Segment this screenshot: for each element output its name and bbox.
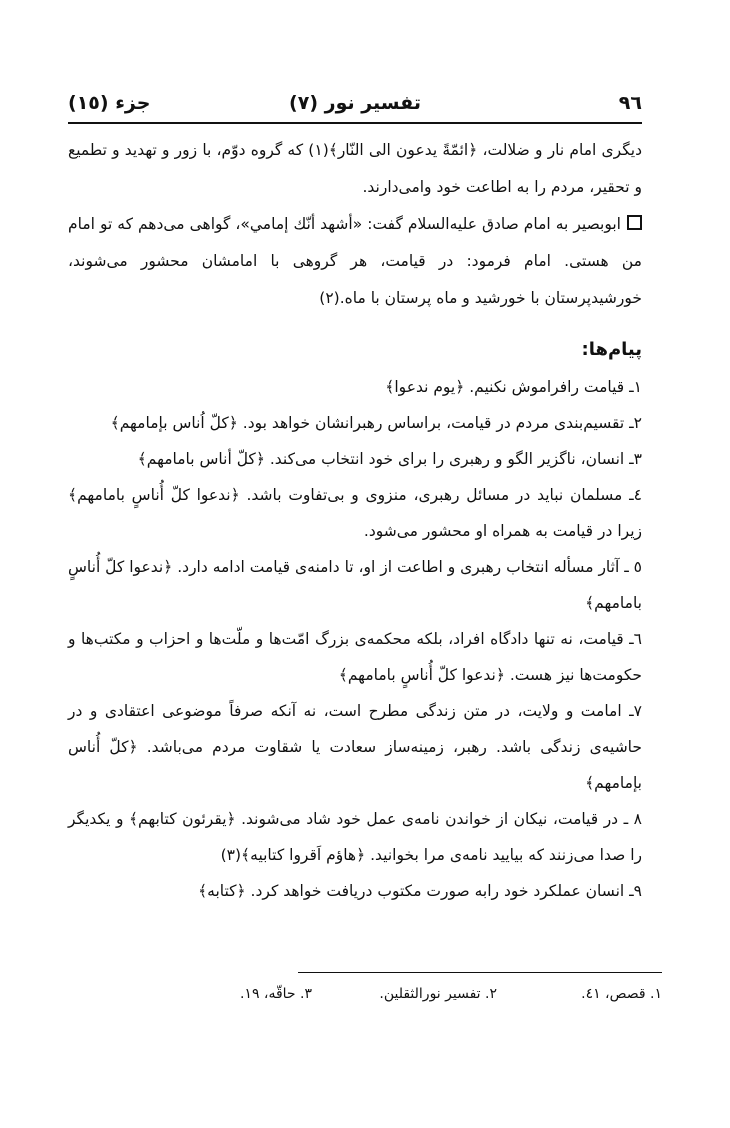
page-number: ٩٦ <box>618 92 642 114</box>
intro-paragraph: دیگری امام نار و ضلالت، ﴿ائمّةً یدعون الی النّار﴾(١) که گروه دوّم، با زور و تهدید و تطمیع و تحقیر، مردم را به اطاعت خود وامی‌دارند. <box>68 141 642 196</box>
book-title: تفسیر نور (٧) <box>289 92 421 114</box>
message-item: ٢ـ تقسیم‌بندی مردم در قیامت، براساس رهبرانشان خواهد بود. ﴿کلّ اُناس بإمامهم﴾ <box>110 414 642 432</box>
message-item: ٩ـ انسان عملکرد خود رابه صورت مکتوب دریافت خواهد کرد. ﴿کتابه﴾ <box>198 882 642 900</box>
running-header <box>68 88 642 124</box>
message-item: ٨ ـ در قیامت، نیکان از خواندن نامه‌ی عمل خود شاد می‌شوند. ﴿یقرئون کتابهم﴾ و یکدیگر را صدا می‌زنند که بیایید نامه‌ی مرا بخوانید. ﴿هاؤم اَقروا کتابیه﴾(٣) <box>68 810 642 864</box>
message-item: ٤ـ مسلمان نباید در مسائل رهبری، منزوی و بی‌تفاوت باشد. ﴿ندعوا کلّ أُناسٍ بامامهم﴾ زیرا در قیامت به همراه او محشور می‌شود. <box>68 486 642 540</box>
message-item: ١ـ قیامت رافراموش نکنیم. ﴿یوم ندعوا﴾ <box>385 378 642 396</box>
messages-heading: پیام‌ها: <box>581 339 642 360</box>
hadith-text: ابوبصیر به امام صادق علیه‌السلام گفت: «أشهد أنّك إمامي»، گواهی می‌دهم که تو امام من هستی. امام فرمود: در قیامت، هر گروهی با امامشان محشور می‌شوند، خورشیدپرستان با خورشید و ماه پرستان با ماه.(٢) <box>68 215 642 307</box>
message-item: ٦ـ قیامت، نه تنها دادگاه افراد، بلکه محکمه‌ی بزرگ امّت‌ها و ملّت‌ها و احزاب و مکتب‌ها و حکومت‌ها نیز هست. ﴿ندعوا کلّ أُناسٍ بامامهم﴾ <box>68 630 642 684</box>
message-item: ٣ـ انسان، ناگزیر الگو و رهبری را برای خود انتخاب می‌کند. ﴿کلّ أناس بامامهم﴾ <box>137 450 642 468</box>
footnotes <box>88 986 662 1010</box>
message-item: ٥ ـ آثار مسأله انتخاب رهبری و اطاعت از او، تا دامنه‌ی قیامت ادامه دارد. ﴿ندعوا کلّ أُناسٍ بامامهم﴾ <box>67 558 642 612</box>
hadith-paragraph <box>68 206 642 317</box>
footnote-divider <box>298 972 662 973</box>
message-item: ٧ـ امامت و ولایت، در متن زندگی مطرح است، نه آنکه صرفاً موضوعی اعتقادی و در حاشیه‌ی زندگی باشد. رهبر، زمینه‌ساز سعادت یا شقاوت مردم می‌باشد. ﴿کلّ أُناس بإمامهم﴾ <box>68 702 642 792</box>
footnote-2: ٢. تفسیر نورالثقلین. <box>379 986 497 1002</box>
juz-label: جزء (١٥) <box>68 92 151 114</box>
footnote-3: ٣. حاقّه، ١٩. <box>239 986 312 1002</box>
square-bullet-icon <box>627 215 642 230</box>
footnote-1: ١. قصص، ٤١. <box>581 986 662 1002</box>
page-body <box>68 132 642 909</box>
